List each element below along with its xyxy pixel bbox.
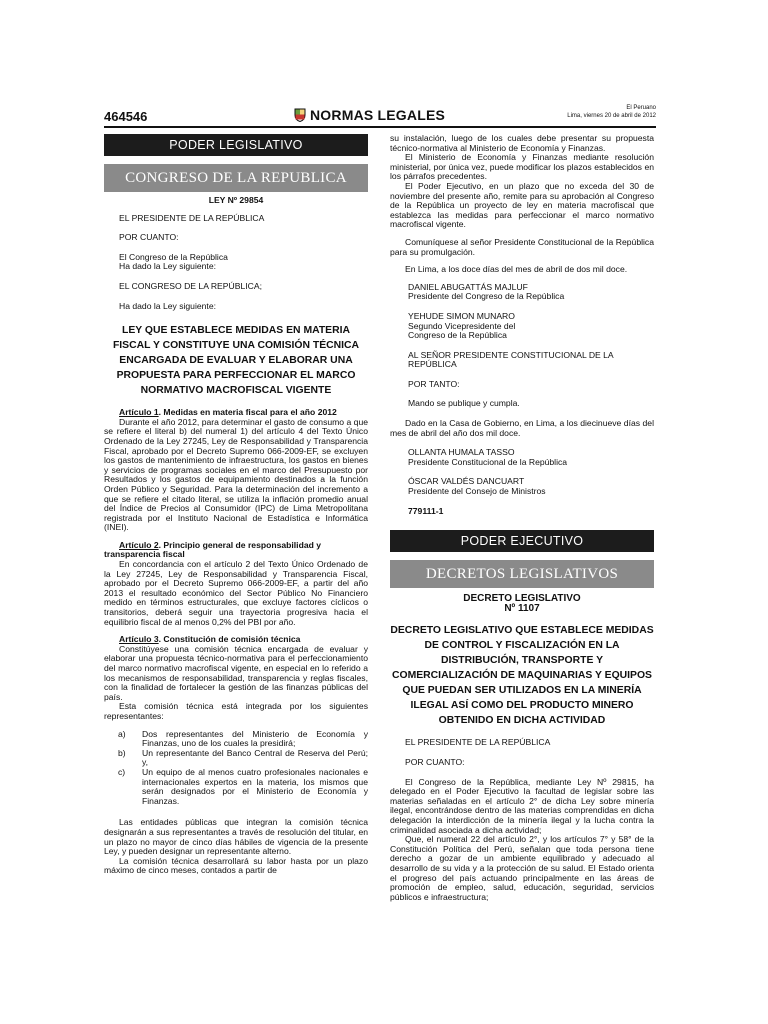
publication-date: Lima, viernes 20 de abril de 2012 <box>567 113 656 119</box>
signatory-name: ÓSCAR VALDÉS DANCUART <box>408 476 525 487</box>
publication-title <box>294 107 445 123</box>
signature-block-4 <box>390 477 654 496</box>
mando-text: Mando se publique y cumpla. <box>408 398 520 409</box>
decree-por-cuanto: POR CUANTO: <box>405 757 465 767</box>
section-band-ejecutivo: PODER EJECUTIVO <box>390 530 654 552</box>
article-1-title: . Medidas en materia fiscal para el año 2012 <box>158 407 337 418</box>
reference-number: 779111-1 <box>408 505 444 516</box>
law-title: LEY QUE ESTABLECE MEDIDAS EN MATERIA FISCAL Y CONSTITUYE UNA COMISIÓN TÉCNICA ENCARGADA DE EVALUAR Y ELABORAR UNA PROPUESTA PARA PERFECCIONAR EL MARCO NORMATIVO MACROFISCAL VIGENTE <box>112 325 360 397</box>
list-item-text: Dos representantes del Ministerio de Economía y Finanzas, uno de los cuales la presidirá; <box>142 728 368 749</box>
signature-block-2 <box>390 312 654 341</box>
comision-text: La comisión técnica desarrollará su labor hasta por un plazo máximo de cinco meses, contados a partir de <box>104 855 368 876</box>
article-2-title: . Principio general de responsabilidad y transparencia fiscal <box>104 539 322 560</box>
right-column <box>390 134 654 902</box>
article-3-label: Artículo 3 <box>119 634 159 645</box>
list-item-text: Un representante del Banco Central de Reserva del Perú; y, <box>142 747 368 768</box>
list-item <box>104 730 368 749</box>
lima-date: En Lima, a los doce días del mes de abril de dos mil doce. <box>405 264 628 275</box>
al-senor: AL SEÑOR PRESIDENTE CONSTITUCIONAL DE LA REPÚBLICA <box>408 349 614 370</box>
dado-text: Dado en la Casa de Gobierno, en Lima, a los diecinueve días del mes de abril del año dos mil doce. <box>390 418 654 438</box>
signatory-role: Presidente del Consejo de Ministros <box>408 486 546 497</box>
comuniquese-text: Comuníquese al señor Presidente Constitucional de la República para su promulgación. <box>390 236 654 257</box>
congreso-line-2: Ha dado la Ley siguiente: <box>119 261 216 272</box>
left-column <box>104 134 368 876</box>
ministerio-text: El Ministerio de Economía y Finanzas mediante resolución ministerial, por única vez, puede modificar los plazos establecidos en los párrafos precedentes. <box>390 152 654 182</box>
subsection-band-decretos: DECRETOS LEGISLATIVOS <box>390 560 654 588</box>
decree-que-text: Que, el numeral 22 del artículo 2°, y los artículos 7° y 58° de la Constitución Política del Perú, señalan que toda persona tiene derecho a gozar de un ambiente equilibrado y adecuado al desarrollo de su vida y a la protección de su salud. El Estado orienta el progreso del país actuando principalmente en las áreas de promoción de empleo, salud, educación, seguridad, servicios públicos e infraestructura; <box>390 834 654 902</box>
article-3-text: Constitúyese una comisión técnica encargada de evaluar y elaborar una propuesta técnico-normativa para el perfeccionamiento del marco normativo macrofiscal vigente, en especial en lo referido a los mecanismos de responsabilidad, transparencia y reglas fiscales, con la finalidad de fortalecer la gestión de las finanzas públicas del país. <box>104 643 368 702</box>
congreso-line-1: El Congreso de la República <box>119 251 228 262</box>
decree-number: Nº 1107 <box>504 602 540 614</box>
article-3-title: . Constitución de comisión técnica <box>158 634 301 645</box>
list-item-label: a) <box>118 728 126 739</box>
president-line: EL PRESIDENTE DE LA REPÚBLICA <box>119 212 265 223</box>
publication-title-text: NORMAS LEGALES <box>310 107 446 123</box>
ha-dado: Ha dado la Ley siguiente: <box>119 300 216 311</box>
page-header <box>104 104 656 128</box>
article-2-heading <box>104 541 368 560</box>
representatives-list <box>104 730 368 807</box>
entidades-text: Las entidades públicas que integran la comisión técnica designarán a sus representantes a través de resolución del titular, en un plazo no mayor de cinco días hábiles de vigencia de la presente Ley, y pueden designar un representante alterno. <box>104 817 368 857</box>
list-item <box>104 768 368 806</box>
publisher: El Peruano <box>626 105 656 111</box>
article-2-label: Artículo 2 <box>119 539 159 550</box>
decree-congreso-text: El Congreso de la República, mediante Ley Nº 29815, ha delegado en el Poder Ejecutivo la facultad de legislar sobre las materias señaladas en el artículo 2° de dicha Ley sobre minería ilegal, encontrándose dentro de las materias comprendidas en dicha delegación la interdicción de la minería ilegal y la lucha contra la criminalidad asociada a dicha actividad; <box>390 776 654 835</box>
list-item-label: c) <box>118 766 126 777</box>
por-tanto: POR TANTO: <box>408 378 460 389</box>
header-meta <box>567 104 656 120</box>
signatory-name: DANIEL ABUGATTÁS MAJLUF <box>408 281 528 292</box>
section-band-legislativo: PODER LEGISLATIVO <box>104 134 368 156</box>
signatory-name: OLLANTA HUMALA TASSO <box>408 447 515 458</box>
decree-label: DECRETO LEGISLATIVO <box>463 593 581 605</box>
decree-title: DECRETO LEGISLATIVO QUE ESTABLECE MEDIDAS DE CONTROL Y FISCALIZACIÓN EN LA DISTRIBUCIÓN, TRANSPORTE Y COMERCIALIZACIÓN DE MAQUINARIAS Y EQUIPOS QUE PUEDAN SER UTILIZADOS EN LA MINERÍA ILEGAL ASÍ COMO DEL PRODUCTO MINERO OBTENIDO EN DICHA ACTIVIDAD <box>390 625 654 727</box>
signature-block-3 <box>390 448 654 467</box>
list-item-text: Un equipo de al menos cuatro profesionales nacionales e internacionales expertos en la materia, los mismos que serán designados por el Ministerio de Economía y Finanzas. <box>142 766 368 806</box>
signatory-role: Presidente Constitucional de la República <box>408 456 568 467</box>
continuation-text: su instalación, luego de los cuales debe presentar su propuesta técnico-normativa al Ministerio de Economía y Finanzas. <box>390 133 654 153</box>
subsection-band-congreso: CONGRESO DE LA REPUBLICA <box>104 164 368 192</box>
article-1-label: Artículo 1 <box>119 407 159 418</box>
article-2-text: En concordancia con el artículo 2 del Texto Único Ordenado de la Ley 27245, Ley de Responsabilidad y Transparencia Fiscal, aprobado por el Decreto Supremo 066-2009-EF, a partir del año 2013 el resultado económico del Sector Público No Financiero medido en términos estructurales, que excluye factores cíclicos o transitorios, deberá seguir una trayectoria progresiva hacia el equilibrio fiscal de al menos 0,2% del PBI por año. <box>104 559 368 627</box>
signatory-name: YEHUDE SIMON MUNARO <box>408 310 515 321</box>
signatory-role: Presidente del Congreso de la República <box>408 291 565 302</box>
congreso-caps: EL CONGRESO DE LA REPÚBLICA; <box>119 280 262 291</box>
article-1-text: Durante el año 2012, para determinar el gasto de consumo a que se refiere el literal b) del numeral 1) del artículo 4 del Texto Único Ordenado de la Ley 27245, Ley de Responsabilidad y Transparencia Fiscal, aprobado por el Decreto Supremo 066-2009-EF, se excluyen los gastos de mantenimiento de infraestructura, los gastos en bienes y servicios de programas sociales en el marco del Presupuesto por Resultados y los gastos de equipamiento destinados a la función Orden Público y Seguridad. Para la determinación del incremento a que se refiere el citado literal, se utiliza la inflación promedio anual del Índice de Precios al Consumidor (IPC) de Lima Metropolitana registrada por el Instituto Nacional de Estadística e Informática (INEI). <box>104 416 368 533</box>
signatory-role: Segundo Vicepresidente del <box>408 320 516 331</box>
article-3-intro: Esta comisión técnica está integrada por los siguientes representantes: <box>104 701 368 721</box>
decree-president-line: EL PRESIDENTE DE LA REPÚBLICA <box>405 737 551 748</box>
list-item-label: b) <box>118 747 126 758</box>
coat-of-arms-icon <box>294 108 306 122</box>
signatory-role: Congreso de la República <box>408 330 507 341</box>
ejecutivo-text: El Poder Ejecutivo, en un plazo que no exceda del 30 de noviembre del presente año, remite para su aprobación al Congreso de la República un proyecto de ley en materia macrofiscal que establezca las medidas para perfeccionar el marco normativo macrofiscal vigente. <box>390 180 654 230</box>
signature-block-1 <box>390 283 654 302</box>
law-number: LEY Nº 29854 <box>208 195 264 205</box>
page-number: 464546 <box>104 109 148 124</box>
list-item <box>104 749 368 768</box>
por-cuanto: POR CUANTO: <box>119 232 179 243</box>
